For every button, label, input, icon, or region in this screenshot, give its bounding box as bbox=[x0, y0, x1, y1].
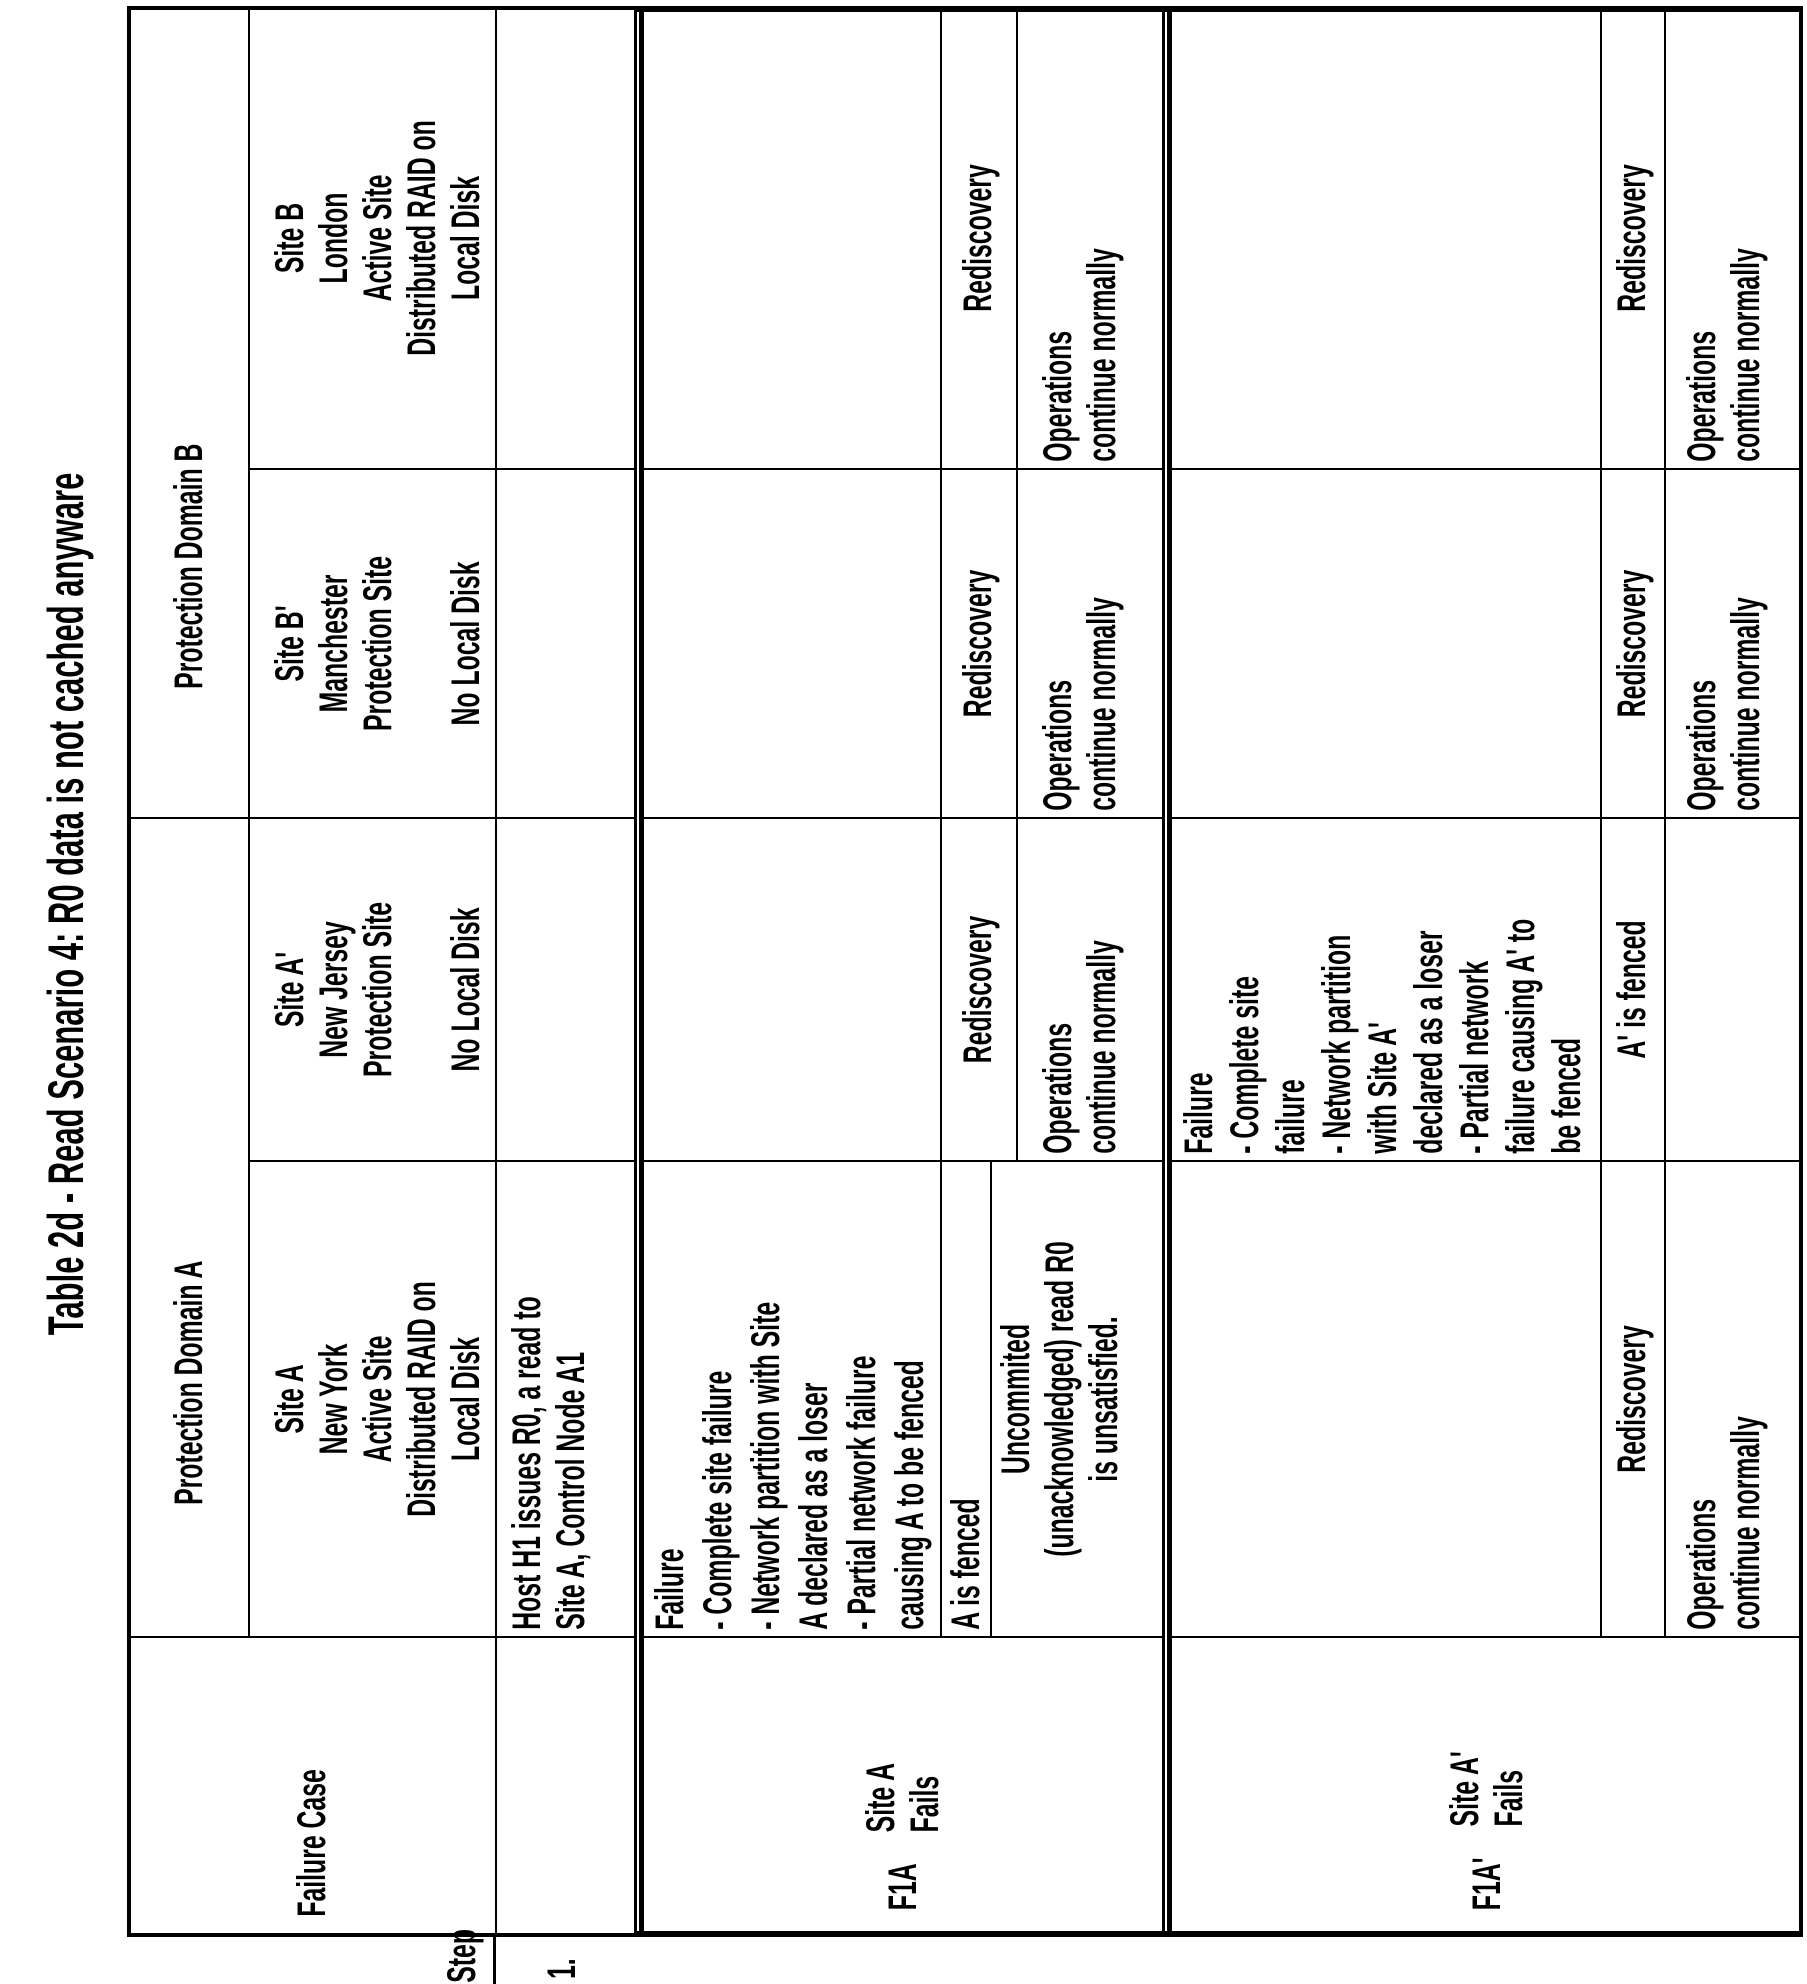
failure-line: - Network partition with Site bbox=[742, 1168, 790, 1630]
state-text: Rediscovery bbox=[956, 916, 1000, 1064]
site-a-role: Active Site bbox=[356, 1168, 400, 1630]
failure-line: with Site A' bbox=[1360, 825, 1406, 1154]
f1a-site-b-prime-outcome bbox=[1016, 468, 1164, 819]
failure-line: failure causing A' to bbox=[1498, 825, 1544, 1154]
f1a-prime-case-id: F1A' bbox=[1465, 1857, 1509, 1910]
failure-line: - Network partition bbox=[1314, 825, 1360, 1154]
site-b-name: Site B bbox=[268, 14, 312, 462]
f1a-case-label: Fails bbox=[903, 1763, 947, 1832]
site-a-prime-name: Site A' bbox=[268, 825, 312, 1154]
f1a-case-id: F1A bbox=[881, 1863, 925, 1910]
step-number: 1. bbox=[540, 1958, 584, 1979]
site-b-storage: Distributed RAID on bbox=[400, 14, 444, 462]
f1a-prime-site-a-prime-failure bbox=[1170, 817, 1602, 1162]
outcome-line: Operations bbox=[1036, 14, 1080, 462]
outcome-line: continue normally bbox=[1080, 14, 1124, 462]
step1-site-a-prime-cell bbox=[495, 817, 637, 1162]
outcome-line: (unacknowledged) read R0 bbox=[1038, 1168, 1082, 1630]
site-a-prime-city: New Jersey bbox=[312, 825, 356, 1154]
f1a-site-b-state bbox=[940, 6, 1018, 470]
f1a-prime-site-b-empty bbox=[1170, 6, 1602, 470]
outcome-line: Uncommited bbox=[994, 1168, 1038, 1630]
step1-site-a-cell bbox=[495, 1160, 637, 1638]
step1-site-b-prime-cell bbox=[495, 468, 637, 819]
double-rule bbox=[1162, 6, 1170, 1937]
site-b-prime-name: Site B' bbox=[268, 476, 312, 811]
step-number-cell bbox=[540, 1937, 590, 1984]
site-a-city: New York bbox=[312, 1168, 356, 1630]
domain-b-label: Protection Domain B bbox=[167, 444, 211, 689]
state-text: Rediscovery bbox=[1610, 1325, 1654, 1473]
state-text: A' is fenced bbox=[1610, 920, 1654, 1058]
f1a-prime-site-a-empty bbox=[1170, 1160, 1602, 1638]
outcome-line: continue normally bbox=[1080, 825, 1124, 1154]
f1a-prime-site-a-prime-state bbox=[1600, 817, 1666, 1162]
outcome-line: Operations bbox=[1680, 476, 1724, 811]
outcome-line: Operations bbox=[1680, 14, 1724, 462]
outcome-line: continue normally bbox=[1724, 1168, 1768, 1630]
f1a-site-a-prime-state bbox=[940, 817, 1018, 1162]
site-a-prime-header bbox=[248, 817, 497, 1162]
outcome-line: continue normally bbox=[1724, 14, 1768, 462]
state-text: Rediscovery bbox=[956, 570, 1000, 718]
site-a-prime-role: Protection Site bbox=[356, 825, 400, 1154]
f1a-prime-site-b-prime-state bbox=[1600, 468, 1666, 819]
step1-case-cell bbox=[495, 1636, 637, 1937]
site-b-city: London bbox=[312, 14, 356, 462]
step-header bbox=[440, 1937, 495, 1984]
state-text: Rediscovery bbox=[1610, 570, 1654, 718]
failure-line: Failure bbox=[1176, 825, 1222, 1154]
f1a-prime-site-a-outcome bbox=[1664, 1160, 1803, 1638]
state-text: Rediscovery bbox=[956, 164, 1000, 312]
double-rule-vertical bbox=[634, 1931, 1803, 1937]
f1a-site-a-failure bbox=[642, 1160, 942, 1638]
outcome-line: continue normally bbox=[1080, 476, 1124, 811]
double-rule-vertical bbox=[634, 6, 1803, 12]
step1-text-line: Host H1 issues R0, a read to bbox=[505, 1168, 549, 1630]
failure-line: failure bbox=[1268, 825, 1314, 1154]
f1a-site-b-outcome bbox=[1016, 6, 1164, 470]
rotated-table-page bbox=[0, 0, 1807, 1984]
f1a-prime-site-b-state bbox=[1600, 6, 1666, 470]
f1a-site-a-outcome bbox=[990, 1160, 1164, 1638]
f1a-site-b-prime-empty bbox=[642, 468, 942, 819]
f1a-prime-site-b-prime-empty bbox=[1170, 468, 1602, 819]
site-b-role: Active Site bbox=[356, 14, 400, 462]
step1-text-line: Site A, Control Node A1 bbox=[549, 1168, 593, 1630]
f1a-prime-case-label: Site A' bbox=[1443, 1751, 1487, 1826]
outcome-line: Operations bbox=[1036, 476, 1080, 811]
failure-line: - Complete site failure bbox=[694, 1168, 742, 1630]
f1a-site-a-state bbox=[940, 1160, 992, 1638]
site-a-header bbox=[248, 1160, 497, 1638]
f1a-site-a-prime-outcome bbox=[1016, 817, 1164, 1162]
f1a-prime-site-b-prime-outcome bbox=[1664, 468, 1803, 819]
f1a-prime-site-a-state bbox=[1600, 1160, 1666, 1638]
failure-line: causing A to be fenced bbox=[886, 1168, 934, 1630]
site-b-storage-2: Local Disk bbox=[444, 14, 488, 462]
outcome-line: continue normally bbox=[1724, 476, 1768, 811]
f1a-site-b-empty bbox=[642, 6, 942, 470]
state-text: A is fenced bbox=[944, 1498, 988, 1629]
table-title bbox=[32, 154, 102, 1654]
f1a-site-b-prime-state bbox=[940, 468, 1018, 819]
failure-line: Failure bbox=[646, 1168, 694, 1630]
step-divider bbox=[493, 1937, 496, 1984]
f1a-case-label: Site A bbox=[859, 1763, 903, 1832]
title-text: Table 2d - Read Scenario 4: R0 data is not cached anyware bbox=[38, 473, 94, 1336]
step1-site-b-cell bbox=[495, 6, 637, 470]
outcome-line: Operations bbox=[1036, 825, 1080, 1154]
f1a-prime-site-a-prime-outcome-empty bbox=[1664, 817, 1803, 1162]
failure-line: A declared as a loser bbox=[790, 1168, 838, 1630]
site-a-storage: Distributed RAID on bbox=[400, 1168, 444, 1630]
failure-case-label: Failure Case bbox=[290, 1769, 334, 1916]
domain-a-header bbox=[127, 817, 250, 1638]
site-a-name: Site A bbox=[268, 1168, 312, 1630]
failure-line: - Complete site bbox=[1222, 825, 1268, 1154]
domain-a-label: Protection Domain A bbox=[167, 1261, 211, 1505]
state-text: Rediscovery bbox=[1610, 164, 1654, 312]
failure-line: - Partial network bbox=[1452, 825, 1498, 1154]
double-rule bbox=[634, 6, 642, 1937]
site-a-prime-storage: No Local Disk bbox=[444, 825, 488, 1154]
f1a-case-cell bbox=[642, 1636, 1164, 1937]
site-b-header bbox=[248, 6, 497, 470]
failure-line: - Partial network failure bbox=[838, 1168, 886, 1630]
failure-line: declared as a loser bbox=[1406, 825, 1452, 1154]
site-b-prime-role: Protection Site bbox=[356, 476, 400, 811]
f1a-site-a-prime-empty bbox=[642, 817, 942, 1162]
failure-line: be fenced bbox=[1544, 825, 1590, 1154]
f1a-prime-case-label: Fails bbox=[1487, 1751, 1531, 1826]
site-b-prime-city: Manchester bbox=[312, 476, 356, 811]
domain-b-header bbox=[127, 6, 250, 819]
f1a-prime-case-cell bbox=[1170, 1636, 1803, 1937]
site-a-storage-2: Local Disk bbox=[444, 1168, 488, 1630]
site-b-prime-header bbox=[248, 468, 497, 819]
f1a-prime-site-b-outcome bbox=[1664, 6, 1803, 470]
failure-case-header bbox=[127, 1636, 497, 1937]
outcome-line: is unsatisfied. bbox=[1082, 1168, 1126, 1630]
step-label: Step bbox=[440, 1929, 484, 1983]
site-b-prime-storage: No Local Disk bbox=[444, 476, 488, 811]
outcome-line: Operations bbox=[1680, 1168, 1724, 1630]
